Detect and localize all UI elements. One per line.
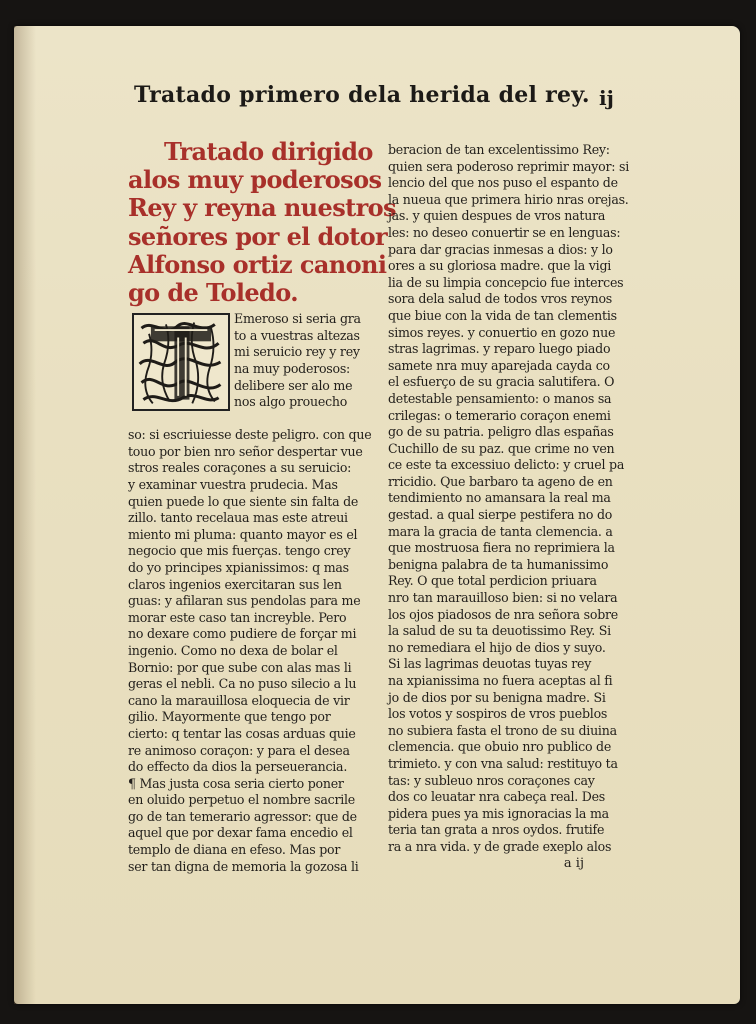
text-line: teria tan grata a nros oydos. frutife bbox=[388, 822, 605, 838]
text-line: lia de su limpia concepcio fue interces bbox=[388, 274, 624, 290]
printed-page bbox=[14, 26, 740, 1004]
text-line: tendimiento no amansara la real ma bbox=[388, 490, 611, 506]
text-line: los ojos piadosos de nra señora sobre bbox=[388, 606, 618, 622]
title-block bbox=[128, 137, 396, 308]
text-line: negocio que mis fuerças. tengo crey bbox=[128, 543, 351, 559]
text-line: ra a nra vida. y de grade exeplo alos bbox=[388, 838, 612, 854]
text-line: Si las lagrimas deuotas tuyas rey bbox=[388, 656, 592, 672]
text-line: lencio del que nos puso el espanto de bbox=[388, 175, 618, 191]
left-body-text bbox=[128, 427, 372, 875]
text-line: claros ingenios exercitaran sus len bbox=[128, 576, 342, 592]
running-head: Tratado primero dela herida del rey. bbox=[134, 82, 590, 108]
text-line: cierto: q tentar las cosas arduas quie bbox=[128, 725, 356, 741]
text-line: sora dela salud de todos vros reynos bbox=[388, 291, 613, 307]
text-line: para dar gracias inmesas a dios: y lo bbox=[388, 241, 613, 257]
text-line: touo por bien nro señor despertar vue bbox=[128, 443, 363, 459]
title-line: señores por el dotor bbox=[128, 221, 388, 251]
text-line: rricidio. Que barbaro ta ageno de en bbox=[388, 473, 613, 489]
text-line: simos reyes. y conuertio en gozo nue bbox=[388, 324, 616, 340]
text-line: stras lagrimas. y reparo luego piado bbox=[388, 341, 611, 357]
text-line: les: no deseo conuertir se en lenguas: bbox=[388, 224, 621, 240]
text-line: crilegas: o temerario coraçon enemi bbox=[388, 407, 611, 423]
text-line: tas: y subleuo nros coraçones cay bbox=[388, 772, 595, 788]
text-line: nro tan marauilloso bien: si no velara bbox=[388, 590, 618, 606]
text-line: mara la gracia de tanta clemencia. a bbox=[388, 523, 613, 539]
text-line: delibere ser alo me bbox=[234, 377, 353, 393]
text-line: ingenio. Como no dexa de bolar el bbox=[128, 642, 338, 658]
text-line: no dexare como pudiere de forçar mi bbox=[128, 626, 357, 642]
folio-number: ij bbox=[599, 86, 614, 110]
text-line: los votos y sospiros de vros pueblos bbox=[388, 706, 608, 722]
text-line: stros reales coraçones a su seruicio: bbox=[128, 460, 352, 476]
text-line: zillo. tanto recelaua mas este atreui bbox=[128, 510, 348, 526]
text-line: ores a su gloriosa madre. que la vigi bbox=[388, 258, 612, 274]
text-line: no remediara el hijo de dios y suyo. bbox=[388, 639, 606, 655]
text-line: Emeroso si seria gra bbox=[234, 311, 361, 327]
title-line: Alfonso ortiz canoni bbox=[128, 249, 387, 279]
title-line: go de Toledo. bbox=[128, 278, 298, 308]
text-line: miento mi pluma: quanto mayor es el bbox=[128, 526, 358, 542]
decorated-initial-icon bbox=[132, 313, 230, 411]
text-line: morar este caso tan increyble. Pero bbox=[128, 609, 347, 625]
text-line: la salud de su ta deuotissimo Rey. Si bbox=[388, 623, 611, 639]
text-line: geras el nebli. Ca no puso silecio a lu bbox=[128, 676, 357, 692]
text-line: do effecto da dios la perseuerancia. bbox=[128, 759, 348, 775]
text-line: templo de diana en efeso. Mas por bbox=[128, 842, 341, 858]
signature-mark: a ij bbox=[563, 855, 584, 871]
text-line: samete nra muy aparejada cayda co bbox=[388, 357, 610, 373]
left-column bbox=[128, 137, 396, 875]
text-line: la nueua que primera hirio nras orejas. bbox=[388, 191, 629, 207]
text-line: beracion de tan excelentissimo Rey: bbox=[388, 142, 610, 157]
text-line: na xpianissima no fuera aceptas al fi bbox=[388, 673, 613, 688]
title-line: Tratado dirigido bbox=[164, 137, 373, 166]
text-line: quien puede lo que siente sin falta de bbox=[128, 493, 359, 509]
text-line: aquel que por dexar fama encedio el bbox=[128, 825, 353, 841]
text-line: gilio. Mayormente que tengo por bbox=[128, 709, 331, 725]
right-column bbox=[388, 142, 630, 872]
text-line: na muy poderosos: bbox=[234, 361, 351, 376]
text-line: que mostruosa fiera no reprimiera la bbox=[388, 540, 615, 556]
text-line: benigna palabra de ta humanissimo bbox=[388, 556, 609, 572]
text-line: dos co leuatar nra cabeça real. Des bbox=[388, 789, 606, 805]
text-line: do yo principes xpianissimos: q mas bbox=[128, 559, 349, 575]
text-line: no subiera fasta el trono de su diuina bbox=[388, 722, 617, 738]
text-line: quien sera poderoso reprimir mayor: si bbox=[388, 158, 630, 174]
opening-paragraph bbox=[128, 311, 364, 427]
text-line: Bornio: por que sube con alas mas li bbox=[128, 659, 352, 675]
text-line: y examinar vuestra prudecia. Mas bbox=[128, 477, 338, 492]
text-line: jo de dios por su benigna madre. Si bbox=[388, 689, 606, 705]
text-line: go de su patria. peligro dlas españas bbox=[388, 424, 614, 440]
text-line: to a vuestras altezas bbox=[234, 327, 360, 343]
text-line: cano la marauillosa eloquecia de vir bbox=[128, 692, 350, 708]
text-line: ce este ta excessiuo delicto: y cruel pa bbox=[388, 457, 625, 473]
text-line: que biue con la vida de tan clementis bbox=[388, 307, 617, 323]
text-line: detestable pensamiento: o manos sa bbox=[388, 390, 612, 406]
text-line: trimieto. y con vna salud: restituyo ta bbox=[388, 755, 618, 771]
text-line: pidera pues ya mis ignoracias la ma bbox=[388, 805, 609, 821]
initial-wrapped-text bbox=[234, 311, 364, 411]
title-line: Rey y reyna nuestros bbox=[128, 193, 396, 223]
text-line: ser tan digna de memoria la gozosa li bbox=[128, 858, 359, 874]
text-line: Rey. O que total perdicion priuara bbox=[388, 573, 597, 589]
text-line: ¶ Mas justa cosa seria cierto poner bbox=[128, 775, 344, 791]
text-line: nos algo prouecho bbox=[234, 394, 348, 410]
text-line: guas: y afilaran sus pendolas para me bbox=[128, 593, 361, 609]
text-line: mi seruicio rey y rey bbox=[234, 344, 360, 360]
text-line: go de tan temerario agressor: que de bbox=[128, 808, 357, 824]
text-line: el esfuerço de su gracia salutifera. O bbox=[388, 374, 615, 390]
text-line: en oluido perpetuo el nombre sacrile bbox=[128, 792, 355, 808]
text-line: jas. y quien despues de vros natura bbox=[388, 208, 606, 224]
text-line: so: si escriuiesse deste peligro. con que bbox=[128, 427, 372, 443]
text-line: re animoso coraçon: y para el desea bbox=[128, 742, 350, 758]
text-line: Cuchillo de su paz. que crime no ven bbox=[388, 440, 615, 456]
text-line: clemencia. que obuio nro publico de bbox=[388, 739, 612, 755]
text-line: gestad. a qual sierpe pestifera no do bbox=[388, 507, 613, 523]
title-line: alos muy poderosos bbox=[128, 165, 382, 195]
